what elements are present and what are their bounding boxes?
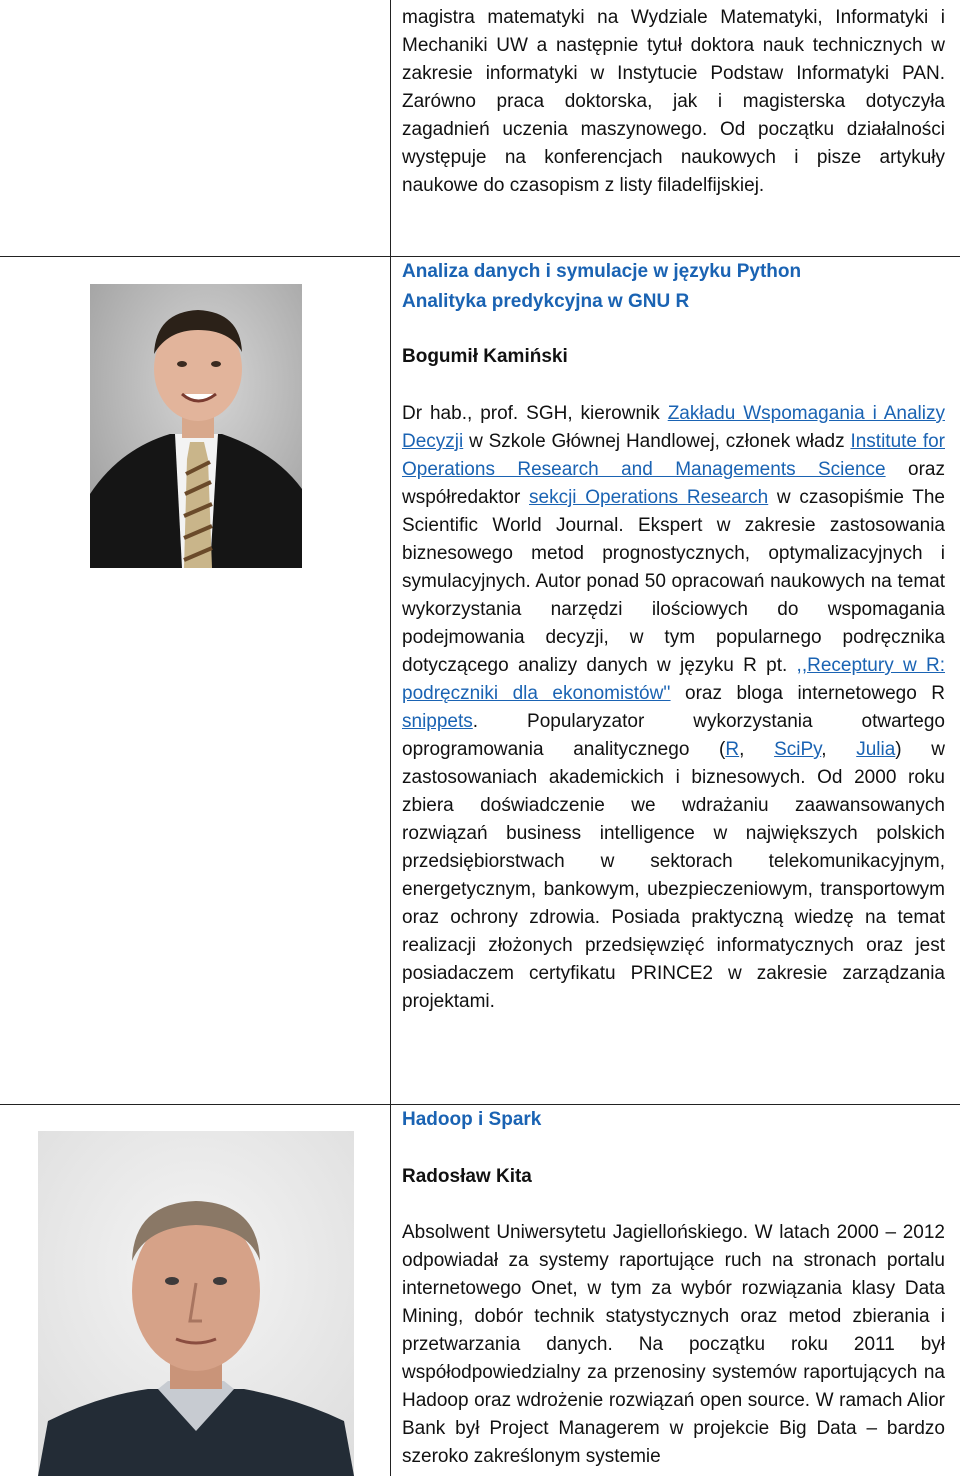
link-scipy[interactable]: SciPy bbox=[774, 739, 822, 760]
bio-separator: , bbox=[821, 739, 857, 760]
kita-bio: Absolwent Uniwersytetu Jagiellońskiego. W latach 2000 – 2012 odpowiadał za systemy raportujące ruch na stronach portalu internetowego Onet, w tym za wybór rozwiązania klasy Data Mining, dobór technik statystycznych oraz metod zbierania i przetwarzania danych. Na początku roku 2011 był współodpowiedzialny za przenosiny systemów raportujących na Hadoop oraz wdrożenie rozwiązań open source. W ramach Alior Bank był Project Managerem w projekcie Big Data – bardzo szeroko zakreślonym systemie bbox=[402, 1222, 945, 1467]
bio-text: Dr hab., prof. SGH, kierownik bbox=[402, 403, 668, 424]
course-title-python: Analiza danych i symulacje w języku Python bbox=[402, 261, 802, 282]
kita-photo bbox=[38, 1131, 354, 1476]
bio-text: ) w zastosowaniach akademickich i biznesowych. Od 2000 roku zbiera doświadczenie we wdrażaniu zaawansowanych rozwiązań business intelligence w największych polskich przedsiębiorstwach w sektorach telekomunikacyjnym, energetycznym, bankowym, ubezpieczeniowym, transportowym oraz ochrony zdrowia. Posiada praktyczną wiedzę na temat realizacji złożonych przedsięwzięć informatycznych oraz jest posiadaczem certyfikatu PRINCE2 w zakresie zarządzania projektami. bbox=[402, 739, 945, 1012]
link-snippets[interactable]: snippets bbox=[402, 711, 473, 732]
instructor-name-kita: Radosław Kita bbox=[402, 1166, 532, 1187]
bio-text: w Szkole Głównej Handlowej, członek władz bbox=[463, 431, 851, 452]
kaminski-bio bbox=[402, 400, 945, 1016]
bio-text: w czasopiśmie The Scientific World Journal. Ekspert w zakresie zastosowania biznesowego metod prognostycznych, optymalizacyjnych i symulacyjnych. Autor ponad 50 opracowań naukowych na temat wykorzystania narzędzi ilościowych do wspomagania podejmowania decyzji, w tym popularnego podręcznika dotyczącego analizy danych w języku R pt. bbox=[402, 487, 945, 676]
row-divider-1 bbox=[0, 256, 960, 257]
link-r[interactable]: R bbox=[725, 739, 740, 760]
kaminski-photo bbox=[90, 284, 302, 568]
bio-text: oraz współredaktor bbox=[402, 459, 945, 508]
link-sekcji-operations-research[interactable]: sekcji Operations Research bbox=[529, 487, 769, 508]
bio-text: oraz bloga internetowego R bbox=[670, 683, 946, 704]
course-title-r: Analityka predykcyjna w GNU R bbox=[402, 291, 690, 312]
bio-text: . Popularyzator wykorzystania otwartego oprogramowania analitycznego ( bbox=[402, 711, 945, 760]
course-title-hadoop: Hadoop i Spark bbox=[402, 1109, 542, 1130]
row-divider-2 bbox=[0, 1104, 960, 1105]
previous-bio-text: magistra matematyki na Wydziale Matematyki, Informatyki i Mechaniki UW a następnie tytuł doktora nauk technicznych w zakresie informatyki w Instytucie Podstaw Informatyki PAN. Zarówno praca doktorska, jak i magisterska dotyczyła zagadnień uczenia maszynowego. Od początku działalności występuje na konferencjach naukowych i pisze artykuły naukowe do czasopism z listy filadelfijskiej. bbox=[402, 7, 945, 196]
bio-separator: , bbox=[739, 739, 775, 760]
link-zaklad-wspomagania[interactable]: Zakładu Wspomagania i Analizy Decyzji bbox=[402, 403, 945, 452]
table-column-divider bbox=[390, 0, 391, 1476]
instructor-name-kaminski: Bogumił Kamiński bbox=[402, 346, 568, 367]
link-receptury-w-r[interactable]: ,,Receptury w R: podręczniki dla ekonomistów'' bbox=[402, 655, 945, 704]
link-informs[interactable]: Institute for Operations Research and Managements Science bbox=[402, 431, 945, 480]
link-julia[interactable]: Julia bbox=[856, 739, 896, 760]
